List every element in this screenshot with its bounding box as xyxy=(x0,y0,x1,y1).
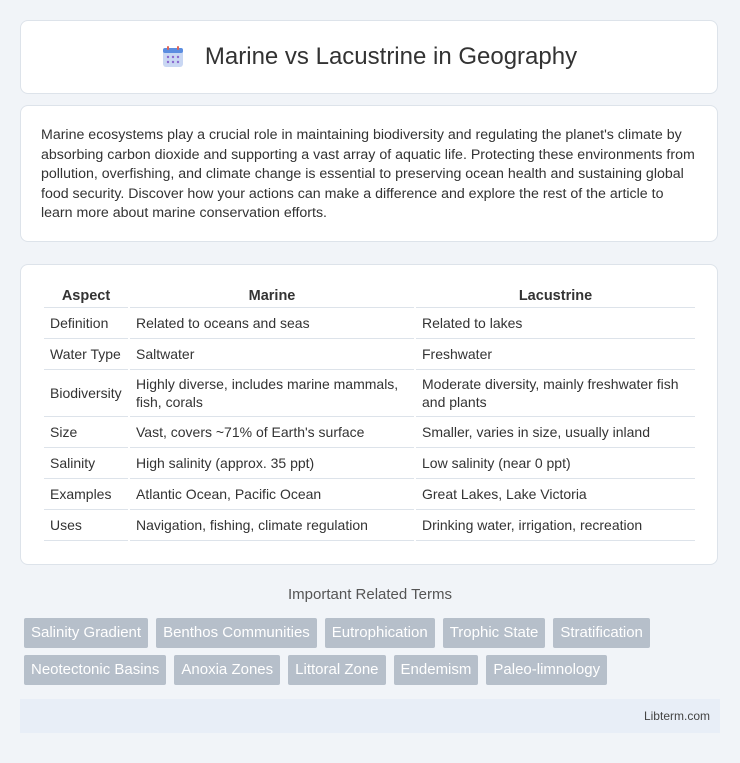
comparison-table xyxy=(42,285,697,541)
table-row xyxy=(44,448,695,479)
cell-aspect: Uses xyxy=(44,510,128,541)
header-card xyxy=(20,20,718,94)
table-row xyxy=(44,308,695,339)
tag-endemism[interactable]: Endemism xyxy=(394,655,479,685)
cell-lacustrine: Drinking water, irrigation, recreation xyxy=(416,510,695,541)
tag-eutrophication[interactable]: Eutrophication xyxy=(325,618,435,648)
cell-lacustrine: Great Lakes, Lake Victoria xyxy=(416,479,695,510)
cell-lacustrine: Low salinity (near 0 ppt) xyxy=(416,448,695,479)
table-header-row xyxy=(44,285,695,308)
header-lacustrine: Lacustrine xyxy=(416,285,695,308)
table-row xyxy=(44,370,695,417)
related-terms-title: Important Related Terms xyxy=(288,586,452,603)
cell-marine: Navigation, fishing, climate regulation xyxy=(130,510,414,541)
tag-stratification[interactable]: Stratification xyxy=(553,618,650,648)
cell-marine: Vast, covers ~71% of Earth's surface xyxy=(130,417,414,448)
tag-neotectonic-basins[interactable]: Neotectonic Basins xyxy=(24,655,166,685)
cell-marine: Related to oceans and seas xyxy=(130,308,414,339)
tag-salinity-gradient[interactable]: Salinity Gradient xyxy=(24,618,148,648)
page-title: Marine vs Lacustrine in Geography xyxy=(204,43,578,70)
header-aspect: Aspect xyxy=(44,285,128,308)
intro-card xyxy=(20,105,718,242)
tag-anoxia-zones[interactable]: Anoxia Zones xyxy=(174,655,280,685)
cell-aspect: Size xyxy=(44,417,128,448)
table-row xyxy=(44,510,695,541)
cell-lacustrine: Smaller, varies in size, usually inland xyxy=(416,417,695,448)
title-wrap xyxy=(161,43,577,71)
related-terms-tags xyxy=(24,618,704,685)
footer-brand-link[interactable]: Libterm.com xyxy=(643,709,710,723)
calendar-icon xyxy=(161,45,185,69)
cell-lacustrine: Moderate diversity, mainly freshwater fish and plants xyxy=(416,370,695,417)
header-marine: Marine xyxy=(130,285,414,308)
intro-text: Marine ecosystems play a crucial role in maintaining biodiversity and regulating the planet's climate by absorbing carbon dioxide and supporting a vast array of aquatic life. Protecting these environments from pollution, overfishing, and climate change is essential to preserving ocean health and sustaining global food security. Discover how your actions can make a difference and explore the rest of the article to learn more about marine conservation efforts. xyxy=(41,127,695,222)
cell-aspect: Examples xyxy=(44,479,128,510)
table-row xyxy=(44,479,695,510)
cell-marine: Atlantic Ocean, Pacific Ocean xyxy=(130,479,414,510)
table-row xyxy=(44,339,695,370)
tag-paleo-limnology[interactable]: Paleo-limnology xyxy=(486,655,607,685)
comparison-table-card xyxy=(20,264,718,565)
tag-benthos-communities[interactable]: Benthos Communities xyxy=(156,618,317,648)
footer xyxy=(20,699,720,733)
cell-marine: High salinity (approx. 35 ppt) xyxy=(130,448,414,479)
cell-aspect: Biodiversity xyxy=(44,370,128,417)
cell-lacustrine: Related to lakes xyxy=(416,308,695,339)
cell-marine: Saltwater xyxy=(130,339,414,370)
cell-aspect: Definition xyxy=(44,308,128,339)
cell-lacustrine: Freshwater xyxy=(416,339,695,370)
cell-aspect: Water Type xyxy=(44,339,128,370)
tag-littoral-zone[interactable]: Littoral Zone xyxy=(288,655,385,685)
cell-aspect: Salinity xyxy=(44,448,128,479)
cell-marine: Highly diverse, includes marine mammals, fish, corals xyxy=(130,370,414,417)
table-row xyxy=(44,417,695,448)
tag-trophic-state[interactable]: Trophic State xyxy=(443,618,546,648)
